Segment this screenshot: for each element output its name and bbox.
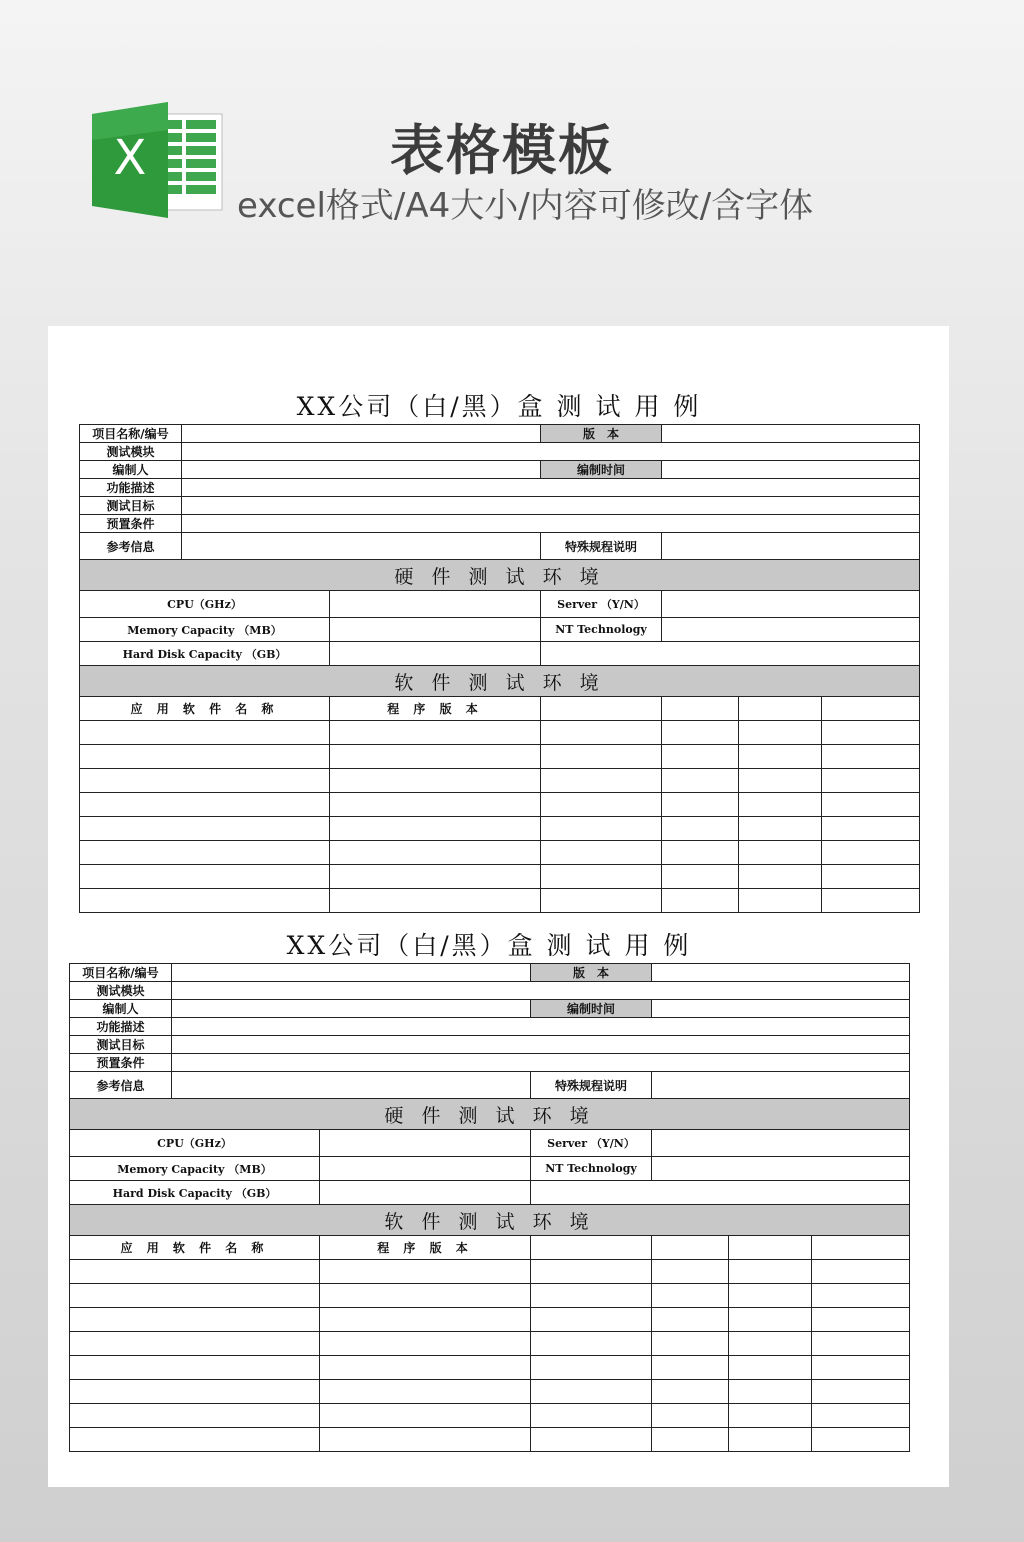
software-cell[interactable] [812, 1428, 910, 1452]
program-version-header: 程 序 版 本 [330, 697, 541, 721]
software-cell[interactable] [70, 1332, 320, 1356]
software-cell[interactable] [729, 1260, 812, 1284]
special-rules-cell[interactable] [662, 533, 920, 560]
module-cell[interactable] [172, 982, 910, 1000]
software-cell[interactable] [70, 1356, 320, 1380]
software-cell[interactable] [822, 769, 920, 793]
software-header-cell[interactable] [541, 697, 662, 721]
software-cell[interactable] [662, 793, 739, 817]
author-cell[interactable] [182, 461, 541, 479]
software-row [70, 1380, 910, 1404]
software-cell[interactable] [729, 1428, 812, 1452]
software-cell[interactable] [662, 817, 739, 841]
version-label: 版 本 [541, 425, 662, 443]
precondition-cell[interactable] [182, 515, 920, 533]
module-label: 测试模块 [80, 443, 182, 461]
software-cell[interactable] [729, 1380, 812, 1404]
disk-cell[interactable] [330, 642, 541, 666]
server-label: Server （Y/N） [531, 1130, 652, 1157]
software-cell[interactable] [652, 1260, 729, 1284]
software-cell[interactable] [70, 1428, 320, 1452]
function-cell[interactable] [182, 479, 920, 497]
software-cell[interactable] [531, 1428, 652, 1452]
software-row [80, 889, 920, 913]
nt-label: NT Technology [531, 1157, 652, 1181]
software-cell[interactable] [739, 793, 822, 817]
software-cell[interactable] [729, 1284, 812, 1308]
software-cell[interactable] [662, 769, 739, 793]
software-cell[interactable] [531, 1380, 652, 1404]
app-name-header: 应 用 软 件 名 称 [70, 1236, 320, 1260]
disk-cell[interactable] [320, 1181, 531, 1205]
disk-extra-cell[interactable] [541, 642, 920, 666]
software-cell[interactable] [739, 841, 822, 865]
software-cell[interactable] [330, 865, 541, 889]
author-time-label: 编制时间 [531, 1000, 652, 1018]
nt-label: NT Technology [541, 618, 662, 642]
special-rules-label: 特殊规程说明 [541, 533, 662, 560]
software-cell[interactable] [70, 1260, 320, 1284]
reference-cell[interactable] [182, 533, 541, 560]
hardware-section-header: 硬 件 测 试 环 境 [80, 560, 920, 591]
software-header-cell[interactable] [662, 697, 739, 721]
excel-logo-icon [88, 100, 228, 220]
software-cell[interactable] [812, 1284, 910, 1308]
author-time-label: 编制时间 [541, 461, 662, 479]
version-cell[interactable] [662, 425, 920, 443]
nt-cell[interactable] [652, 1157, 910, 1181]
software-cell[interactable] [330, 817, 541, 841]
software-header-cell[interactable] [739, 697, 822, 721]
software-cell[interactable] [80, 865, 330, 889]
software-cell[interactable] [70, 1404, 320, 1428]
software-cell[interactable] [541, 745, 662, 769]
software-cell[interactable] [80, 721, 330, 745]
software-cell[interactable] [531, 1284, 652, 1308]
disk-extra-cell[interactable] [531, 1181, 910, 1205]
function-label: 功能描述 [80, 479, 182, 497]
software-cell[interactable] [541, 721, 662, 745]
software-cell[interactable] [739, 865, 822, 889]
software-cell[interactable] [330, 721, 541, 745]
software-cell[interactable] [320, 1404, 531, 1428]
software-header-cell[interactable] [729, 1236, 812, 1260]
precondition-label: 预置条件 [70, 1054, 172, 1072]
hardware-section-header: 硬 件 测 试 环 境 [70, 1099, 910, 1130]
disk-label: Hard Disk Capacity （GB） [80, 642, 330, 666]
software-row [70, 1308, 910, 1332]
software-cell[interactable] [330, 745, 541, 769]
software-cell[interactable] [541, 793, 662, 817]
test-case-table [69, 963, 910, 1452]
software-row [80, 841, 920, 865]
software-cell[interactable] [652, 1428, 729, 1452]
software-cell[interactable] [739, 769, 822, 793]
software-cell[interactable] [70, 1308, 320, 1332]
software-cell[interactable] [822, 841, 920, 865]
software-cell[interactable] [320, 1380, 531, 1404]
author-time-cell[interactable] [652, 1000, 910, 1018]
memory-label: Memory Capacity （MB） [70, 1157, 320, 1181]
software-row [80, 745, 920, 769]
software-cell[interactable] [80, 889, 330, 913]
software-cell[interactable] [662, 745, 739, 769]
software-cell[interactable] [729, 1356, 812, 1380]
goal-label: 测试目标 [70, 1036, 172, 1054]
software-cell[interactable] [652, 1380, 729, 1404]
software-row [70, 1428, 910, 1452]
software-cell[interactable] [812, 1380, 910, 1404]
server-cell[interactable] [662, 591, 920, 618]
software-cell[interactable] [531, 1260, 652, 1284]
goal-cell[interactable] [172, 1036, 910, 1054]
software-cell[interactable] [70, 1284, 320, 1308]
document-sheet [48, 326, 949, 1487]
software-cell[interactable] [541, 841, 662, 865]
version-cell[interactable] [652, 964, 910, 982]
software-cell[interactable] [652, 1404, 729, 1428]
software-cell[interactable] [812, 1404, 910, 1428]
test-case-table [79, 424, 920, 913]
special-rules-cell[interactable] [652, 1072, 910, 1099]
software-section-header: 软 件 测 试 环 境 [80, 666, 920, 697]
software-row [70, 1284, 910, 1308]
author-label: 编制人 [70, 1000, 172, 1018]
software-row [70, 1404, 910, 1428]
test-case-form-1 [79, 390, 919, 913]
software-cell[interactable] [330, 793, 541, 817]
software-cell[interactable] [80, 745, 330, 769]
cpu-cell[interactable] [320, 1130, 531, 1157]
software-cell[interactable] [70, 1380, 320, 1404]
software-cell[interactable] [652, 1284, 729, 1308]
software-cell[interactable] [320, 1260, 531, 1284]
software-cell[interactable] [652, 1356, 729, 1380]
software-header-cell[interactable] [822, 697, 920, 721]
project-name-label: 项目名称/编号 [80, 425, 182, 443]
software-section-header: 软 件 测 试 环 境 [70, 1205, 910, 1236]
reference-cell[interactable] [172, 1072, 531, 1099]
software-cell[interactable] [652, 1308, 729, 1332]
page-subtitle: excel格式/A4大小/内容可修改/含字体 [237, 186, 814, 226]
software-cell[interactable] [822, 745, 920, 769]
software-row [80, 769, 920, 793]
software-cell[interactable] [80, 793, 330, 817]
software-cell[interactable] [739, 889, 822, 913]
software-cell[interactable] [80, 817, 330, 841]
software-cell[interactable] [320, 1308, 531, 1332]
memory-cell[interactable] [320, 1157, 531, 1181]
author-cell[interactable] [172, 1000, 531, 1018]
software-cell[interactable] [822, 817, 920, 841]
software-cell[interactable] [330, 841, 541, 865]
app-name-header: 应 用 软 件 名 称 [80, 697, 330, 721]
software-cell[interactable] [531, 1404, 652, 1428]
software-cell[interactable] [80, 841, 330, 865]
memory-label: Memory Capacity （MB） [80, 618, 330, 642]
software-cell[interactable] [662, 889, 739, 913]
software-cell[interactable] [822, 793, 920, 817]
software-cell[interactable] [739, 721, 822, 745]
software-cell[interactable] [812, 1356, 910, 1380]
software-cell[interactable] [729, 1404, 812, 1428]
software-cell[interactable] [320, 1356, 531, 1380]
reference-label: 参考信息 [80, 533, 182, 560]
software-row [70, 1356, 910, 1380]
software-cell[interactable] [320, 1428, 531, 1452]
memory-cell[interactable] [330, 618, 541, 642]
software-cell[interactable] [541, 769, 662, 793]
software-cell[interactable] [320, 1284, 531, 1308]
software-cell[interactable] [531, 1332, 652, 1356]
software-cell[interactable] [812, 1308, 910, 1332]
software-row [70, 1260, 910, 1284]
software-cell[interactable] [320, 1332, 531, 1356]
test-case-form-2 [69, 929, 909, 1452]
function-label: 功能描述 [70, 1018, 172, 1036]
project-name-label: 项目名称/编号 [70, 964, 172, 982]
form-title: XX公司（白/黑）盒 测 试 用 例 [286, 931, 692, 960]
software-row [80, 817, 920, 841]
software-cell[interactable] [822, 721, 920, 745]
program-version-header: 程 序 版 本 [320, 1236, 531, 1260]
software-cell[interactable] [531, 1356, 652, 1380]
software-cell[interactable] [662, 841, 739, 865]
software-row [80, 721, 920, 745]
version-label: 版 本 [531, 964, 652, 982]
software-cell[interactable] [739, 745, 822, 769]
function-cell[interactable] [172, 1018, 910, 1036]
software-row [80, 865, 920, 889]
software-cell[interactable] [729, 1308, 812, 1332]
disk-label: Hard Disk Capacity （GB） [70, 1181, 320, 1205]
logo-letter: X [113, 130, 147, 186]
software-cell[interactable] [330, 889, 541, 913]
author-label: 编制人 [80, 461, 182, 479]
software-row [70, 1332, 910, 1356]
software-cell[interactable] [541, 889, 662, 913]
software-header-cell[interactable] [652, 1236, 729, 1260]
author-time-cell[interactable] [662, 461, 920, 479]
software-cell[interactable] [729, 1332, 812, 1356]
module-cell[interactable] [182, 443, 920, 461]
page-title: 表格模板 [390, 119, 614, 182]
server-cell[interactable] [652, 1130, 910, 1157]
project-name-cell[interactable] [172, 964, 531, 982]
software-row [80, 793, 920, 817]
special-rules-label: 特殊规程说明 [531, 1072, 652, 1099]
software-cell[interactable] [812, 1332, 910, 1356]
software-cell[interactable] [531, 1308, 652, 1332]
precondition-label: 预置条件 [80, 515, 182, 533]
software-cell[interactable] [80, 769, 330, 793]
precondition-cell[interactable] [172, 1054, 910, 1072]
software-cell[interactable] [662, 721, 739, 745]
software-cell[interactable] [541, 865, 662, 889]
software-cell[interactable] [822, 889, 920, 913]
software-header-cell[interactable] [812, 1236, 910, 1260]
cpu-cell[interactable] [330, 591, 541, 618]
module-label: 测试模块 [70, 982, 172, 1000]
goal-cell[interactable] [182, 497, 920, 515]
software-cell[interactable] [822, 865, 920, 889]
software-cell[interactable] [541, 817, 662, 841]
goal-label: 测试目标 [80, 497, 182, 515]
software-cell[interactable] [739, 817, 822, 841]
nt-cell[interactable] [662, 618, 920, 642]
cpu-label: CPU（GHz） [80, 591, 330, 618]
reference-label: 参考信息 [70, 1072, 172, 1099]
form-title: XX公司（白/黑）盒 测 试 用 例 [296, 392, 702, 421]
software-header-cell[interactable] [531, 1236, 652, 1260]
server-label: Server （Y/N） [541, 591, 662, 618]
project-name-cell[interactable] [182, 425, 541, 443]
software-cell[interactable] [330, 769, 541, 793]
software-cell[interactable] [652, 1332, 729, 1356]
cpu-label: CPU（GHz） [70, 1130, 320, 1157]
software-cell[interactable] [812, 1260, 910, 1284]
software-cell[interactable] [662, 865, 739, 889]
